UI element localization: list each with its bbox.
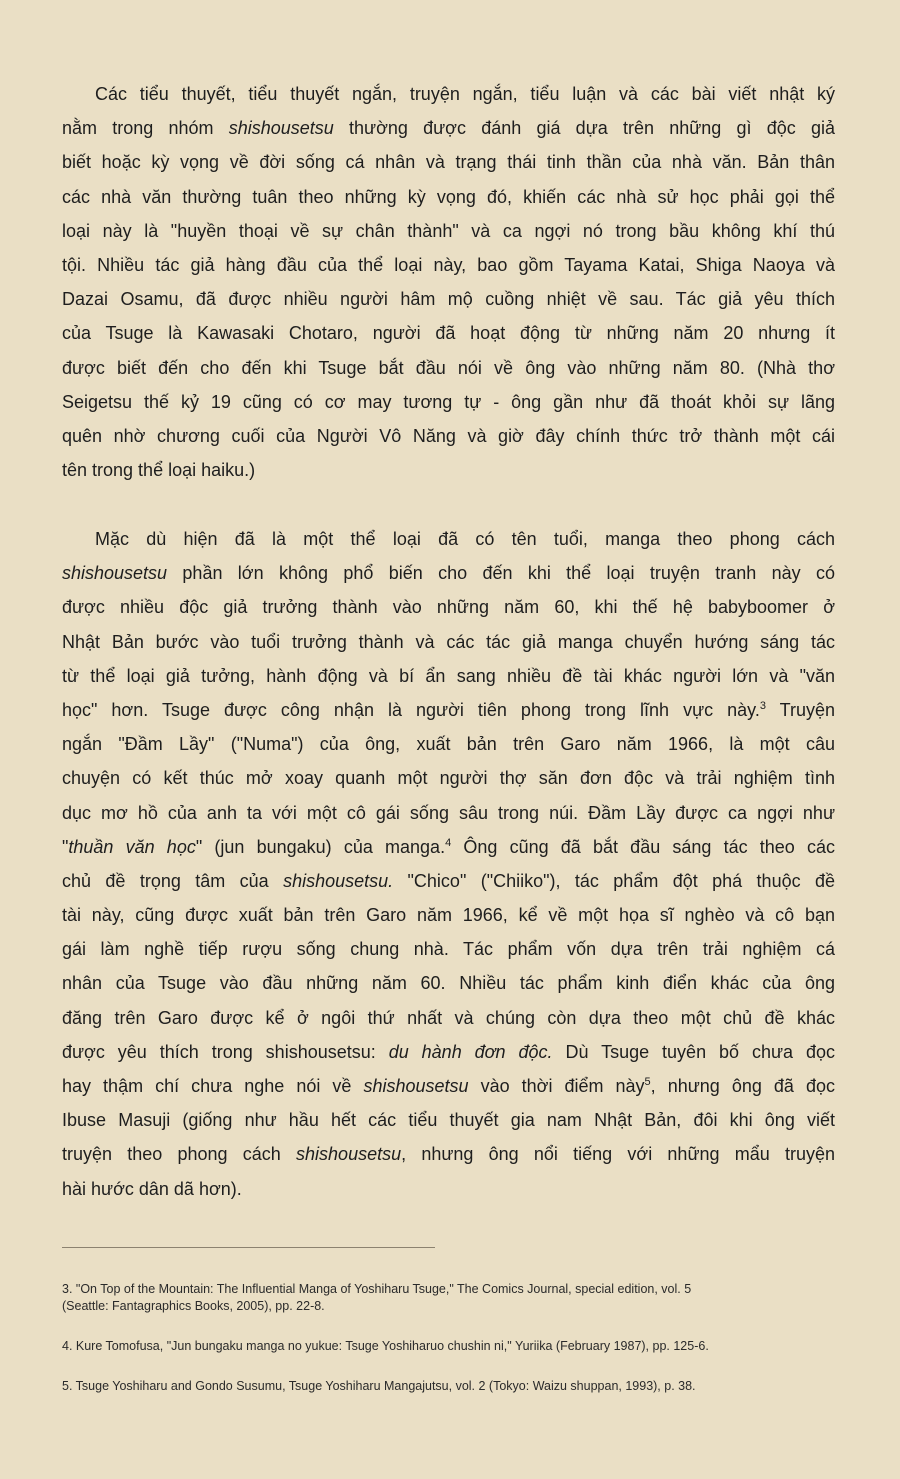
footnote-4: [62, 1338, 842, 1355]
text-line: [62, 1172, 835, 1206]
text-run[interactable]: truyện theo phong cách: [62, 1144, 297, 1165]
text-run[interactable]: ngắn "Đầm Lầy" ("Numa") của ông, xuất bản trên Garo năm 1966, là một câu: [62, 734, 835, 755]
text-run[interactable]: chuyện có kết thúc mở xoay quanh một người thợ săn đơn độc và trải nghiệm tình: [62, 768, 835, 789]
text-line: [62, 932, 835, 966]
text-line: [62, 864, 835, 898]
footnote-3-line2: (Seattle: Fantagraphics Books, 2005), pp. 22-8.: [62, 1299, 325, 1313]
text-line: [62, 351, 835, 385]
text-run[interactable]: quên nhờ chương cuối của Người Vô Năng và giờ đây chính thức trở thành một cái: [62, 425, 835, 446]
text-run[interactable]: được nhiều độc giả trưởng thành vào những năm 60, khi thế hệ babyboomer ở: [62, 597, 835, 618]
paragraph-1: [62, 77, 835, 487]
italic-term: shishousetsu: [296, 1144, 402, 1165]
text-line: [62, 830, 835, 864]
footnote-ref[interactable]: 5: [644, 1076, 651, 1088]
text-line: [62, 966, 835, 1000]
text-line: [62, 898, 835, 932]
text-run[interactable]: được yêu thích trong shishousetsu:: [62, 1041, 389, 1062]
text-run[interactable]: Các tiểu thuyết, tiểu thuyết ngắn, truyện ngắn, tiểu luận và các bài viết nhật ký: [95, 84, 835, 104]
text-line: [62, 316, 835, 350]
text-line: [62, 1035, 835, 1069]
text-run[interactable]: tên trong thể loại haiku.): [62, 460, 256, 481]
text-run[interactable]: tội. Nhiều tác giả hàng đầu của thể loại này, bao gồm Tayama Katai, Shiga Naoya và: [62, 254, 835, 275]
text-run[interactable]: "Chico" ("Chiiko"), tác phẩm đột phá thuộc đề: [393, 870, 835, 891]
text-run[interactable]: học" hơn. Tsuge được công nhận là người tiên phong trong lĩnh vực này.: [62, 699, 760, 720]
text-line: [62, 77, 835, 111]
text-run[interactable]: loại này là "huyền thoại về sự chân thành" và ca ngợi nó trong bầu không khí thú: [62, 220, 835, 241]
text-run[interactable]: Dù Tsuge tuyên bố chưa đọc: [552, 1041, 835, 1062]
text-run[interactable]: các nhà văn thường tuân theo những kỳ vọng đó, khiến các nhà sử học phải gọi thể: [62, 186, 835, 207]
text-line: [62, 145, 835, 179]
italic-term: shishousetsu: [363, 1076, 469, 1096]
text-run[interactable]: nhân của Tsuge vào đầu những năm 60. Nhiều tác phẩm kinh điển khác của ông: [62, 973, 835, 994]
footnote-3: [62, 1281, 842, 1315]
text-line: [62, 1137, 835, 1171]
text-run[interactable]: đăng trên Garo được kể ở ngôi thứ nhất và chúng còn dựa theo một chủ đề khác: [62, 1007, 835, 1028]
italic-term: du hành đơn độc.: [388, 1041, 553, 1062]
text-run[interactable]: hay thậm chí chưa nghe nói về: [62, 1076, 364, 1096]
italic-term: shishousetsu.: [283, 870, 394, 891]
text-line: [62, 590, 835, 624]
text-line: [62, 625, 835, 659]
text-line: [62, 1069, 835, 1103]
text-line: [62, 419, 835, 453]
footnote-5-line1: 5. Tsuge Yoshiharu and Gondo Susumu, Tsuge Yoshiharu Mangajutsu, vol. 2 (Tokyo: Waizu shuppan, 1993), p. 38.: [62, 1379, 696, 1393]
text-line: [62, 248, 835, 282]
text-run[interactable]: vào thời điểm này: [468, 1076, 645, 1096]
text-line: [62, 522, 835, 556]
footnote-ref[interactable]: 4: [445, 836, 452, 849]
text-run[interactable]: Ibuse Masuji (giống như hầu hết các tiểu thuyết gia nam Nhật Bản, đôi khi ông viết: [62, 1110, 835, 1131]
text-line: [62, 453, 835, 487]
footnote-4-line1: 4. Kure Tomofusa, "Jun bungaku manga no yukue: Tsuge Yoshiharuo chushin ni," Yuriika (February 1987), pp. 125-6.: [62, 1339, 709, 1353]
italic-term: thuần văn học: [68, 836, 196, 857]
footnote-ref[interactable]: 3: [759, 699, 766, 712]
text-line: [62, 282, 835, 316]
text-run[interactable]: gái làm nghề tiếp rượu sống chung nhà. Tác phẩm vốn dựa trên trải nghiệm cá: [62, 939, 835, 960]
text-line: [62, 693, 835, 727]
text-run[interactable]: được biết đến cho đến khi Tsuge bắt đầu nói về ông vào những năm 80. (Nhà thơ: [62, 357, 835, 378]
text-run[interactable]: Nhật Bản bước vào tuổi trưởng thành và các tác giả manga chuyển hướng sáng tác: [62, 631, 835, 652]
text-run[interactable]: Ông cũng đã bắt đầu sáng tác theo các: [451, 836, 835, 857]
text-run[interactable]: từ thể loại giả tưởng, hành động và bí ẩn sang nhiều đề tài khác người lớn và "văn: [62, 665, 835, 686]
text-run[interactable]: ": [62, 836, 69, 857]
text-line: [62, 727, 835, 761]
text-run[interactable]: " (jun bungaku) của manga.: [195, 836, 446, 857]
text-line: [62, 1001, 835, 1035]
text-run[interactable]: biết hoặc kỳ vọng về đời sống cá nhân và trạng thái tinh thần của nhà văn. Bản thân: [62, 152, 835, 173]
text-run[interactable]: của Tsuge là Kawasaki Chotaro, người đã hoạt động từ những năm 20 nhưng ít: [62, 323, 835, 344]
text-line: [62, 796, 835, 830]
text-run[interactable]: hài hước dân dã hơn).: [62, 1178, 242, 1199]
italic-term: shishousetsu: [62, 563, 168, 584]
text-line: [62, 659, 835, 693]
text-line: [62, 180, 835, 214]
text-line: [62, 111, 835, 145]
text-run[interactable]: thường được đánh giá dựa trên những gì độc giả: [333, 118, 835, 139]
text-run[interactable]: Truyện: [765, 699, 835, 720]
footnote-divider: [62, 1247, 435, 1248]
text-run[interactable]: chủ đề trọng tâm của: [62, 870, 284, 891]
italic-term: shishousetsu: [228, 118, 334, 139]
paragraph-2: [62, 522, 835, 1206]
text-run[interactable]: , nhưng ông đã đọc: [650, 1076, 835, 1096]
text-line: [62, 214, 835, 248]
text-line: [62, 1103, 835, 1137]
text-run[interactable]: Dazai Osamu, đã được nhiều người hâm mộ cuồng nhiệt về sau. Tác giả yêu thích: [62, 289, 835, 310]
text-run[interactable]: nằm trong nhóm: [62, 118, 229, 139]
text-line: [62, 761, 835, 795]
footnote-3-line1: 3. "On Top of the Mountain: The Influential Manga of Yoshiharu Tsuge," The Comics Journal, special edition, vol. 5: [62, 1282, 692, 1296]
text-line: [62, 556, 835, 590]
text-run[interactable]: , nhưng ông nổi tiếng với những mẩu truyện: [401, 1144, 835, 1165]
text-run[interactable]: tài này, cũng được xuất bản trên Garo năm 1966, kể về một họa sĩ nghèo và cô bạn: [62, 905, 835, 926]
footnote-5: [62, 1378, 842, 1395]
text-run[interactable]: phần lớn không phổ biến cho đến khi thể loại truyện tranh này có: [167, 563, 835, 584]
text-line: [62, 385, 835, 419]
text-run[interactable]: Seigetsu thế kỷ 19 cũng có cơ may tương tự - ông gần như đã thoát khỏi sự lãng: [62, 391, 835, 412]
text-run[interactable]: Mặc dù hiện đã là một thể loại đã có tên tuổi, manga theo phong cách: [95, 529, 835, 549]
text-run[interactable]: dục mơ hồ của anh ta với một cô gái sống sâu trong núi. Đầm Lầy được ca ngợi như: [62, 802, 835, 823]
